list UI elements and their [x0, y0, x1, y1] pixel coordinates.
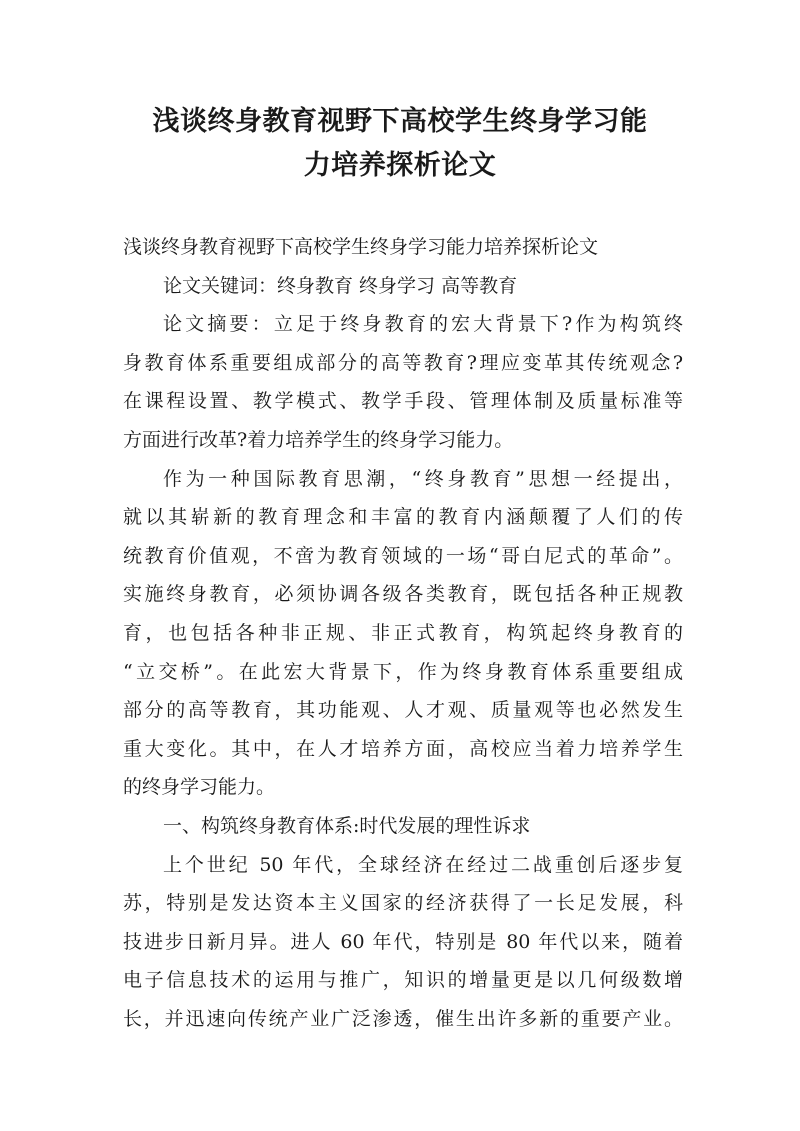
text-line: 育，也包括各种非正规、非正式教育，构筑起终身教育的: [123, 621, 683, 644]
page-title: [100, 100, 700, 188]
text-line: 实施终身教育，必须协调各级各类教育，既包括各种正规教: [123, 583, 683, 606]
text-line: 一、构筑终身教育体系:时代发展的理性诉求: [163, 814, 531, 837]
text-line: 的终身学习能力。: [123, 776, 276, 799]
text-line: 技进步日新月异。进人 60 年代，特别是 80 年代以来，随着: [123, 930, 683, 953]
text-line: 浅谈终身教育视野下高校学生终身学习能力培养探析论文: [123, 236, 599, 258]
text-line: 苏，特别是发达资本主义国家的经济获得了一长足发展，科: [123, 892, 683, 915]
text-line: 部分的高等教育，其功能观、人才观、质量观等也必然发生: [123, 699, 683, 722]
text-line: 论文关键词：终身教育 终身学习 高等教育: [163, 274, 518, 297]
text-line: 就以其崭新的教育理念和丰富的教育内涵颠覆了人们的传: [123, 506, 683, 529]
title-line: 浅谈终身教育视野下高校学生终身学习能: [152, 106, 648, 137]
text-line: 长，并迅速向传统产业广泛渗透，催生出许多新的重要产业。: [123, 1007, 683, 1030]
title-line: 力培养探析论文: [303, 150, 497, 181]
text-line: 统教育价值观，不啻为教育领域的一场“哥白尼式的革命”。: [123, 544, 683, 567]
text-line: 在课程设置、教学模式、教学手段、管理体制及质量标准等: [123, 390, 683, 413]
text-line: 作为一种国际教育思潮，“终身教育”思想一经提出，: [163, 467, 683, 490]
text-line: 电子信息技术的运用与推广，知识的增量更是以几何级数增: [123, 969, 683, 992]
text-line: 重大变化。其中，在人才培养方面，高校应当着力培养学生: [123, 737, 683, 760]
text-line: 上个世纪 50 年代，全球经济在经过二战重创后逐步复: [163, 853, 683, 876]
text-line: 身教育体系重要组成部分的高等教育?理应变革其传统观念?: [123, 351, 683, 374]
text-line: 方面进行改革?着力培养学生的终身学习能力。: [123, 428, 514, 451]
text-line: “立交桥”。在此宏大背景下，作为终身教育体系重要组成: [123, 660, 683, 683]
document-body: [123, 228, 683, 1038]
text-line: 论文摘要：立足于终身教育的宏大背景下?作为构筑终: [163, 313, 683, 336]
